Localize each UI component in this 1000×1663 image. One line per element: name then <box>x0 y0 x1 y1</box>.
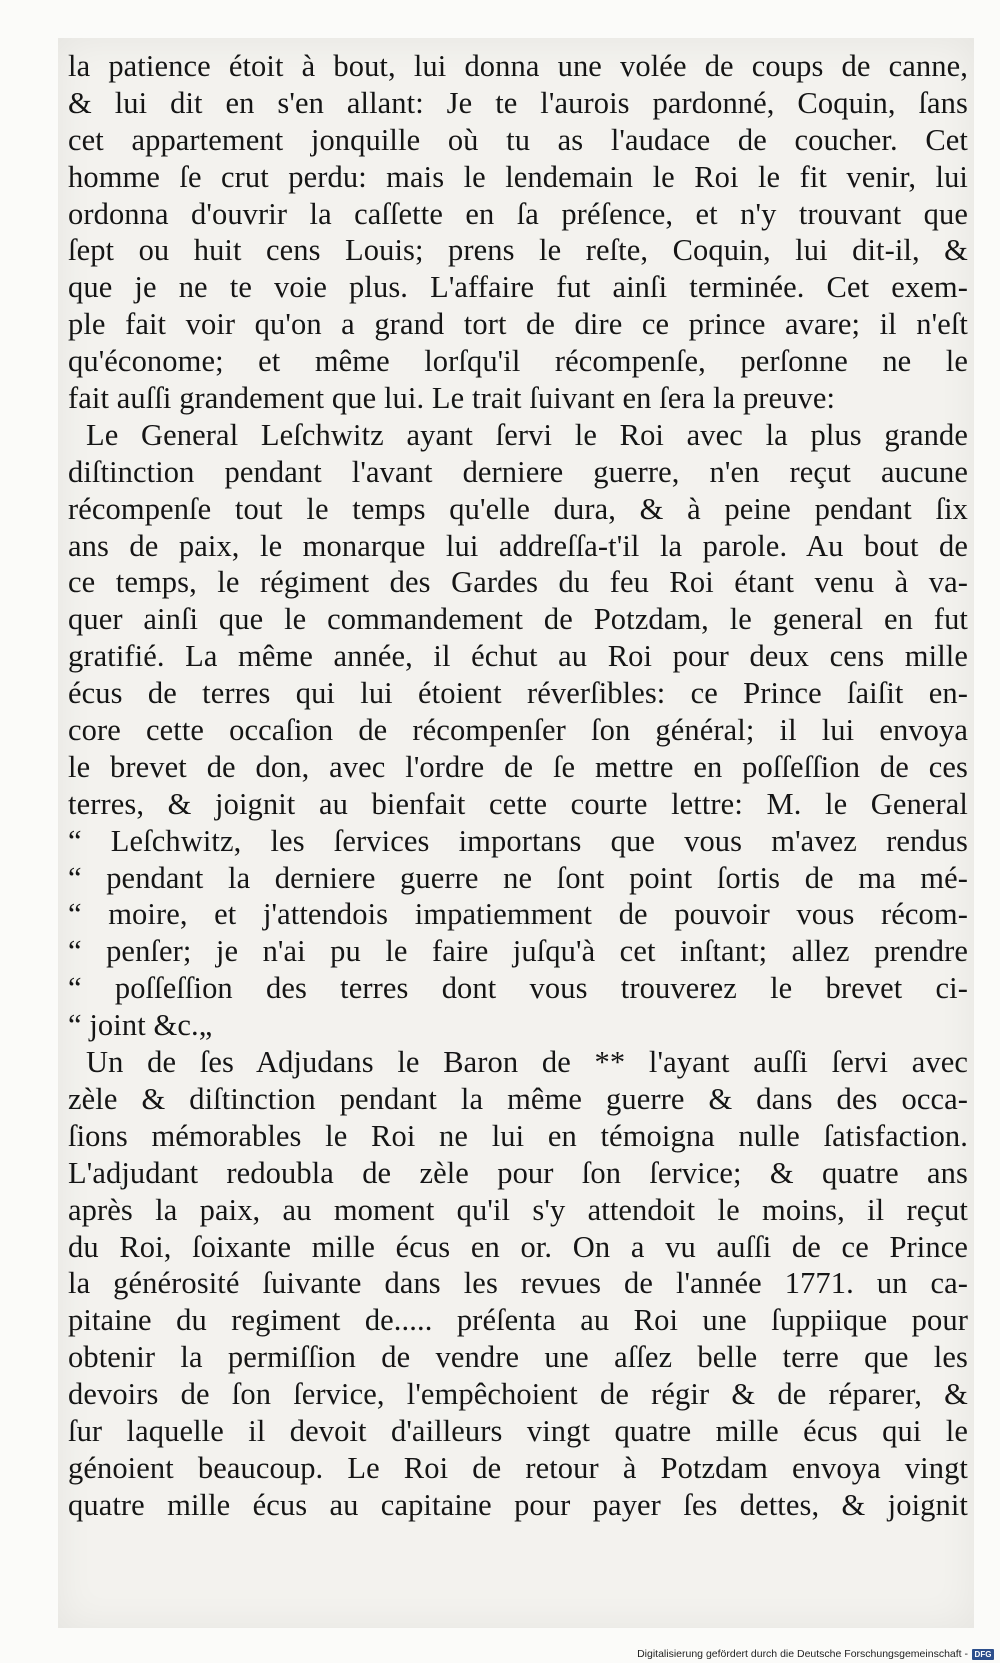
text-line: récompenſe tout le temps qu'elle dura, & à peine pendant ſix <box>68 491 968 526</box>
text-line: core cette occaſion de récompenſer ſon général; il lui envoya <box>68 713 968 748</box>
text-line: homme ſe crut perdu: mais le lendemain le Roi le fit venir, lui <box>68 159 968 194</box>
text-line: qu'économe; et même lorſqu'il récompenſe, perſonne ne le <box>68 344 968 379</box>
text-line: ans de paix, le monarque lui addreſſa-t'il la parole. Au bout de <box>68 528 968 563</box>
quoted-letter-line: “ poſſeſſion des terres dont vous trouverez le brevet ci- <box>68 971 968 1006</box>
paragraph-start-line: Le General Leſchwitz ayant ſervi le Roi avec la plus grande <box>86 417 968 452</box>
text-line: ſions mémorables le Roi ne lui en témoigna nulle ſatisfaction. <box>68 1118 968 1153</box>
text-line: cet appartement jonquille où tu as l'audace de coucher. Cet <box>68 122 968 157</box>
text-line: fait auſſi grandement que lui. Le trait ſuivant en ſera la preuve: <box>68 381 836 416</box>
credit-text: Digitalisierung gefördert durch die Deutsche Forschungsgemeinschaft - <box>637 1648 968 1660</box>
text-line: la générosité ſuivante dans les revues de l'année 1771. un ca- <box>68 1266 968 1301</box>
quoted-letter-line: “ Leſchwitz, les ſervices importans que vous m'avez rendus <box>68 823 968 858</box>
quoted-letter-line: “ pendant la derniere guerre ne ſont point ſortis de ma mé- <box>68 860 968 895</box>
quoted-letter-line: “ moire, et j'attendois impatiemment de pouvoir vous récom- <box>68 897 968 932</box>
text-line: zèle & diſtinction pendant la même guerre & dans des occa- <box>68 1081 968 1116</box>
text-line: ordonna d'ouvrir la caſſette en ſa préſence, et n'y trouvant que <box>68 196 968 231</box>
paragraph-start-line: Un de ſes Adjudans le Baron de ** l'ayant auſſi ſervi avec <box>86 1045 968 1080</box>
text-line: ſur laquelle il devoit d'ailleurs vingt quatre mille écus qui le <box>68 1413 968 1448</box>
text-line: quatre mille écus au capitaine pour payer ſes dettes, & joignit <box>68 1487 968 1522</box>
text-line: écus de terres qui lui étoient réverſibles: ce Prince ſaiſit en- <box>68 676 968 711</box>
text-line: que je ne te voie plus. L'affaire fut ainſi terminée. Cet exem- <box>68 270 968 305</box>
text-line: & lui dit en s'en allant: Je te l'aurois pardonné, Coquin, ſans <box>68 85 968 120</box>
text-line: ſept ou huit cens Louis; prens le reſte, Coquin, lui dit-il, & <box>68 233 968 268</box>
quoted-letter-line: “ penſer; je n'ai pu le faire juſqu'à cet inſtant; allez prendre <box>68 934 968 969</box>
quoted-letter-line: “ joint &c.„ <box>68 1008 213 1043</box>
text-line: terres, & joignit au bienfait cette courte lettre: M. le General <box>68 786 968 821</box>
text-line: après la paix, au moment qu'il s'y attendoit le moins, il reçut <box>68 1192 968 1227</box>
dfg-logo: DFG <box>972 1649 994 1660</box>
text-line: pitaine du regiment de..... préſenta au Roi une ſuppiique pour <box>68 1303 968 1338</box>
text-line: ple fait voir qu'on a grand tort de dire ce prince avare; il n'eſt <box>68 307 968 342</box>
page-text <box>68 48 968 1524</box>
text-line: obtenir la permiſſion de vendre une aſſez belle terre que les <box>68 1340 968 1375</box>
text-line: la patience étoit à bout, lui donna une volée de coups de canne, <box>68 49 968 83</box>
digitization-credit <box>637 1648 994 1660</box>
text-line: diſtinction pendant l'avant derniere guerre, n'en reçut aucune <box>68 454 968 489</box>
text-line: du Roi, ſoixante mille écus en or. On a vu auſſi de ce Prince <box>68 1229 968 1264</box>
text-line: devoirs de ſon ſervice, l'empêchoient de régir & de réparer, & <box>68 1377 968 1412</box>
text-line: gratifié. La même année, il échut au Roi pour deux cens mille <box>68 639 968 674</box>
text-line: génoient beaucoup. Le Roi de retour à Potzdam envoya vingt <box>68 1450 968 1485</box>
text-line: ce temps, le régiment des Gardes du feu Roi étant venu à va- <box>68 565 968 600</box>
text-line: le brevet de don, avec l'ordre de ſe mettre en poſſeſſion de ces <box>68 749 968 784</box>
text-line: quer ainſi que le commandement de Potzdam, le general en fut <box>68 602 968 637</box>
text-line: L'adjudant redoubla de zèle pour ſon ſervice; & quatre ans <box>68 1155 968 1190</box>
